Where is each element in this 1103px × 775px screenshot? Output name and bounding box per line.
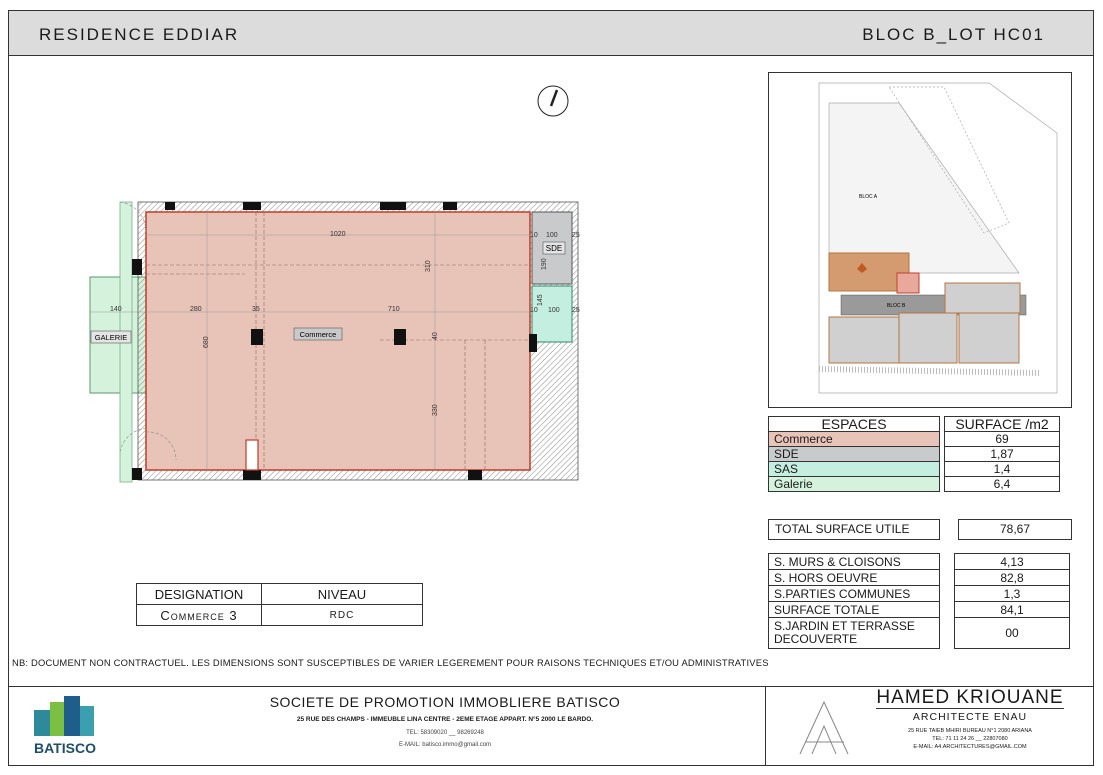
svg-text:25: 25 [572,307,580,314]
svg-text:10: 10 [530,307,538,314]
svg-text:710: 710 [388,306,400,313]
total-value: 78,67 [958,519,1072,540]
svg-text:190: 190 [541,258,548,270]
surfaces-table: S. MURS & CLOISONS 4,13 S. HORS OEUVRE 82,8 S.PARTIES COMMUNES 1,3 SURFACE TOTALE 84,1 S.JARDIN ET TERRASSE DECOUVERTE 00 [768,553,1070,649]
svg-text:330: 330 [432,404,439,416]
svg-text:145: 145 [537,294,544,306]
architect-block: HAMED KRIOUANE ARCHITECTE ENAU 25 RUE TAIEB MHIRI BUREAU N°1 2080 ARIANA TEL: 71 11 24 26 __ 22807080 E-MAIL: A4.ARCHITECTURES@GMAIL.COM [876,687,1064,750]
svg-text:100: 100 [548,307,560,314]
svg-text:680: 680 [203,336,210,348]
svg-text:140: 140 [110,306,122,313]
lot-title: BLOC B_LOT HC01 [862,25,1045,44]
architect-logo-icon [796,696,852,758]
bloc-a-label: BLOC A [859,194,878,200]
site-plan [768,72,1072,408]
svg-text:1020: 1020 [330,231,346,238]
svg-text:100: 100 [546,232,558,239]
svg-text:40: 40 [432,332,439,340]
project-title: RESIDENCE EDDIAR [39,25,240,44]
floor-plan [80,190,600,490]
svg-text:280: 280 [190,306,202,313]
batisco-logo-icon [34,696,104,738]
batisco-logo-text: BATISCO [34,740,96,756]
label-galerie: GALERIE [94,333,128,342]
title-bar [8,10,1094,56]
svg-text:25: 25 [572,232,580,239]
company-block: SOCIETE DE PROMOTION IMMOBLIERE BATISCO 25 RUE DES CHAMPS - IMMEUBLE LINA CENTRE - 2EME ETAGE APPART. N°5 2000 LE BARDO. TEL: 58309020 __ 98269248 E-MAIL: batisco.immo@gmail.com [269,694,621,748]
total-label: TOTAL SURFACE UTILE [768,519,940,540]
svg-text:35: 35 [252,306,260,313]
svg-text:10: 10 [530,232,538,239]
espaces-table: ESPACES SURFACE /m2 Commerce 69 SDE 1,87 SAS 1,4 Galerie 6,4 [768,416,1060,492]
svg-text:310: 310 [425,260,432,272]
designation-table: DESIGNATION NIVEAU Commerce 3 RDC [136,583,423,626]
label-commerce: Commerce [299,330,337,339]
north-arrow-icon [536,84,570,118]
disclaimer-note: NB: DOCUMENT NON CONTRACTUEL. LES DIMENSIONS SONT SUSCEPTIBLES DE VARIER LEGEREMENT POUR RAISONS TECHNIQUES ET/OU ADMINISTRATIVES [12,657,769,668]
label-sde: SDE [545,244,563,253]
bloc-b-label: BLOC B [887,303,906,309]
